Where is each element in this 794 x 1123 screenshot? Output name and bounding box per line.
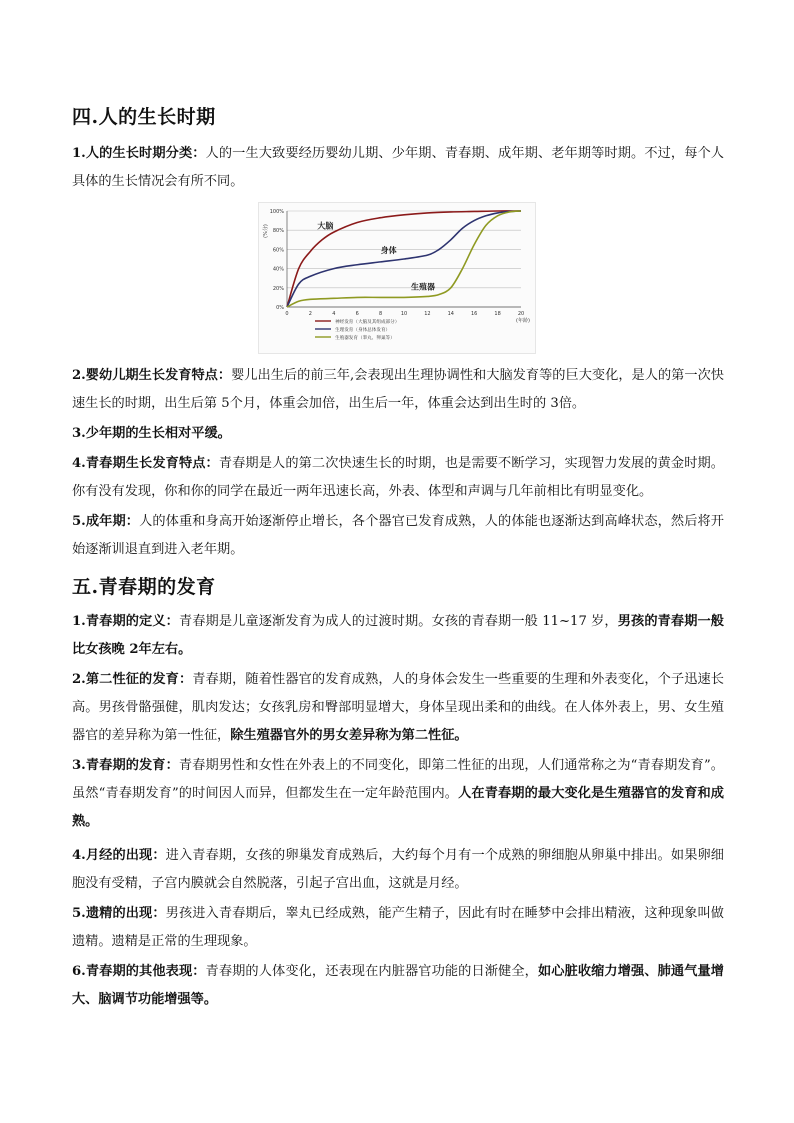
paragraph-text: 青春期是人的第二次快速生长的时期，也是需要不断学习，实现智力发展的黄金时期。你有没有发现，你和你的同学在最近一两年迅速长高，外表、体型和声调与几年前相比有明显变化。 bbox=[72, 456, 724, 499]
paragraph-emphasis: 除生殖器官外的男女差异称为第二性征。 bbox=[230, 728, 468, 743]
paragraph-emphasis: 人在青春期的最大变化是生殖器官的发育和成熟。 bbox=[72, 786, 724, 829]
legend-label: 生理发育（身体总体发育） bbox=[335, 328, 391, 333]
paragraph-text: 人的一生大致要经历婴幼儿期、少年期、青春期、成年期、老年期等时期。不过，每个人具体的生长情况会有所不同。 bbox=[72, 146, 724, 189]
paragraph-text: 青春期，随着性器官的发育成熟，人的身体会发生一些重要的生理和外表变化，个子迅速长高。男孩骨骼强健，肌肉发达；女孩乳房和臀部明显增大，身体呈现出柔和的曲线。在人体外表上，男、女生殖器官的差异称为第一性征， bbox=[72, 672, 724, 743]
legend-label: 生殖器发育（睾丸、卵巢等） bbox=[335, 336, 395, 341]
paragraph-text: 进入青春期，女孩的卵巢发育成熟后，大约每个月有一个成熟的卵细胞从卵巢中排出。如果卵细胞没有受精，子宫内膜就会自然脱落，引起子宫出血，这就是月经。 bbox=[72, 848, 724, 891]
legend-label: 神经发育（大脑及其组成部分） bbox=[335, 320, 400, 325]
x-tick-label: 2 bbox=[308, 311, 312, 317]
paragraph-label: 5.遗精的出现： bbox=[72, 906, 166, 921]
paragraph-label: 1.青春期的定义： bbox=[72, 614, 179, 629]
y-axis-label: (%分) bbox=[263, 224, 269, 238]
section-5-title: 五.青春期的发育 bbox=[72, 576, 216, 598]
chart-annotation: 生殖器 bbox=[411, 282, 436, 292]
paragraph-label: 4.青春期生长发育特点： bbox=[72, 456, 219, 471]
chart-annotation: 大脑 bbox=[317, 221, 334, 231]
paragraph-emphasis: 男孩的青春期一般比女孩晚 2年左右。 bbox=[72, 614, 724, 657]
paragraph-text: 男孩进入青春期后，睾丸已经成熟，能产生精子，因此有时在睡梦中会排出精液，这种现象叫做遗精。遗精是正常的生理现象。 bbox=[72, 906, 724, 949]
x-tick-label: 14 bbox=[447, 311, 454, 317]
paragraph-5-4 bbox=[72, 842, 724, 898]
paragraph-4-5 bbox=[72, 508, 724, 564]
x-tick-label: 6 bbox=[355, 311, 359, 317]
paragraph-label: 5.成年期： bbox=[72, 514, 140, 529]
x-tick-label: 4 bbox=[332, 311, 336, 317]
y-tick-label: 20% bbox=[272, 285, 284, 292]
paragraph-text: 青春期是儿童逐渐发育为成人的过渡时期。女孩的青春期一般 11~17 岁， bbox=[178, 614, 618, 629]
paragraph-text: 青春期的人体变化，还表现在内脏器官功能的日渐健全， bbox=[205, 964, 538, 979]
paragraph-label: 2.婴幼儿期生长发育特点： bbox=[72, 368, 232, 383]
y-tick-label: 60% bbox=[272, 247, 284, 254]
paragraph-label: 3.少年期的生长相对平缓。 bbox=[72, 426, 231, 441]
paragraph-5-1 bbox=[72, 608, 724, 664]
paragraph-label: 1.人的生长时期分类： bbox=[72, 146, 206, 161]
x-tick-label: 12 bbox=[424, 311, 431, 317]
x-tick-label: 18 bbox=[494, 311, 501, 317]
section-4-title: 四.人的生长时期 bbox=[72, 106, 216, 128]
paragraph-4-1 bbox=[72, 140, 724, 196]
chart-annotation: 身体 bbox=[380, 246, 397, 256]
paragraph-5-5 bbox=[72, 900, 724, 956]
paragraph-4-4 bbox=[72, 450, 724, 506]
paragraph-label: 2.第二性征的发育： bbox=[72, 672, 193, 687]
x-tick-label: 16 bbox=[471, 311, 478, 317]
paragraph-label: 6.青春期的其他表现： bbox=[72, 964, 206, 979]
paragraph-text: 青春期男性和女性在外表上的不同变化，即第二性征的出现，人们通常称之为“青春期发育”。虽然“青春期发育”的时间因人而异，但都发生在一定年龄范围内。 bbox=[72, 758, 724, 801]
paragraph-label: 4.月经的出现： bbox=[72, 848, 166, 863]
x-tick-label: 20 bbox=[517, 311, 525, 317]
y-tick-label: 40% bbox=[272, 266, 284, 273]
paragraph-label: 3.青春期的发育： bbox=[72, 758, 179, 773]
paragraph-text: 人的体重和身高开始逐渐停止增长，各个器官已发育成熟，人的体能也逐渐达到高峰状态，然后将开始逐渐训退直到进入老年期。 bbox=[72, 514, 724, 557]
paragraph-4-2 bbox=[72, 362, 724, 418]
y-tick-label: 0% bbox=[276, 305, 284, 311]
growth-chart-svg bbox=[259, 203, 535, 353]
x-tick-label: 0 bbox=[285, 311, 289, 317]
paragraph-5-2 bbox=[72, 666, 724, 750]
y-tick-label: 100% bbox=[269, 209, 284, 215]
y-tick-label: 80% bbox=[272, 228, 284, 235]
x-axis-label: (年龄) bbox=[516, 318, 530, 324]
x-tick-label: 10 bbox=[400, 311, 408, 317]
paragraph-text: 婴儿出生后的前三年,会表现出生理协调性和大脑发育等的巨大变化，是人的第一次快速生长的时期，出生后第 5个月，体重会加倍，出生后一年，体重会达到出生时的 3倍。 bbox=[72, 368, 724, 411]
growth-chart bbox=[258, 202, 536, 354]
paragraph-4-3 bbox=[72, 420, 724, 448]
x-tick-label: 8 bbox=[379, 311, 383, 317]
paragraph-5-3 bbox=[72, 752, 724, 836]
paragraph-emphasis: 如心脏收缩力增强、肺通气量增大、脑调节功能增强等。 bbox=[72, 964, 724, 1007]
paragraph-5-6 bbox=[72, 958, 724, 1014]
